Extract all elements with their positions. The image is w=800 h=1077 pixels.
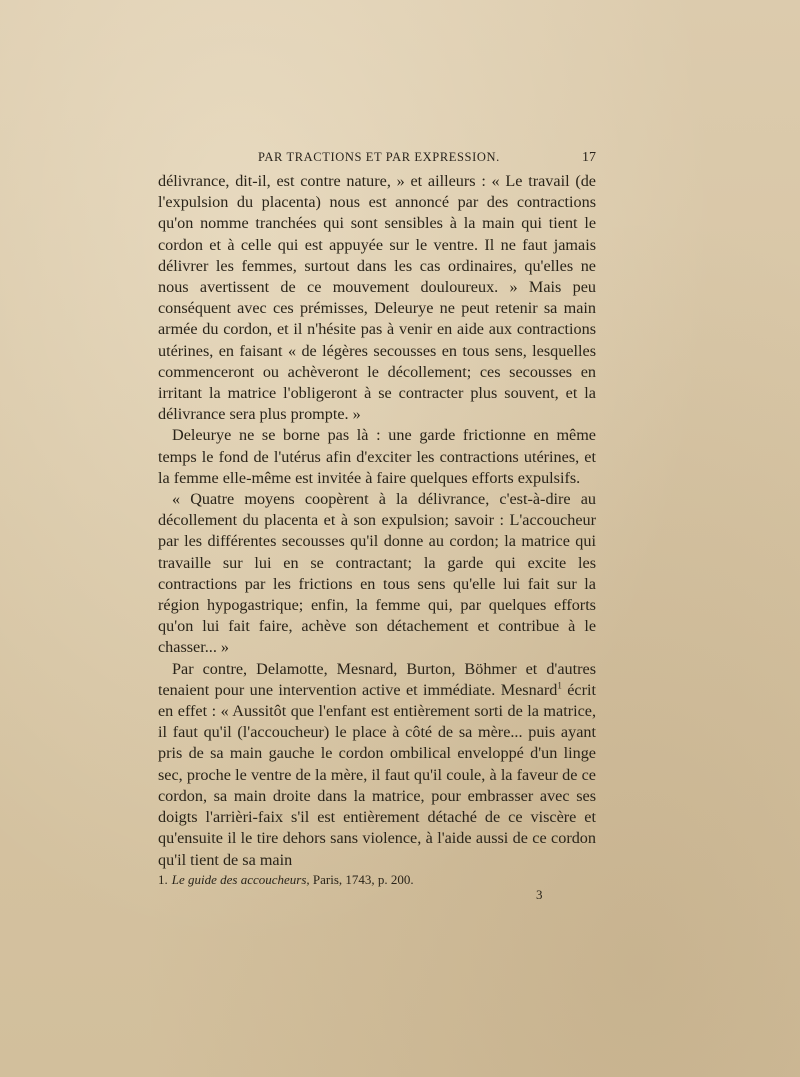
paragraph-2: Deleurye ne se borne pas là : une garde frictionne en même temps le fond de l'utérus afin d'exciter les contractions utérines, et la femme elle-même est invitée à faire quelques efforts expulsifs. [158,426,596,487]
page-header [158,150,596,170]
footnote-reference: 1 [557,680,562,691]
footnote-number: 1. [158,872,168,887]
body-text [158,171,596,871]
paragraph-3: « Quatre moyens coopèrent à la délivrance, c'est-à-dire au décollement du placenta et à son expulsion; savoir : L'accoucheur par les différentes secousses qu'il donne au cordon; la matrice qui travaille sur lui en se contractant; la garde qui excite les contractions par les frictions en tous sens qu'elle lui fait sur la région hypogastrique; enfin, la femme qui, par quelques efforts qu'on lui fait faire, achève son détachement et contribue à le chasser... » [158,490,596,657]
paragraph-1: délivrance, dit-il, est contre nature, » et ailleurs : « Le travail (de l'expulsion du placenta) nous est annoncé par des contractions qu'on nomme tranchées qui sont sensibles à la main qui tient le cordon et à celle qui est appuyée sur le ventre. Il ne faut jamais délivrer les femmes, surtout dans les cas ordinaires, qu'elles ne nous avertissent de ce mouvement douloureux. » Mais peu conséquent avec ces prémisses, Deleurye ne peut retenir sa main armée du cordon, et il n'hésite pas à venir en aide aux contractions utérines, en faisant « de légères secousses en tous sens, lesquelles commenceront ou achèveront le décollement; ces secousses en irritant la matrice l'obligeront à se contracter plus souvent, et la délivrance sera plus prompte. » [158,172,596,424]
paragraph-4 [158,659,596,871]
footnote-title: Le guide des accoucheurs, [171,872,310,887]
page-number: 17 [582,150,596,165]
signature-mark: 3 [536,887,543,902]
paragraph-4-end: écrit en effet : « Aussitôt que l'enfant est entièrement sorti de la matrice, il faut qu'il (l'accoucheur) le place à côté de sa mère... puis ayant pris de sa main gauche le cordon ombilical enveloppé d'un linge sec, proche le ventre de la mère, il faut qu'il coule, à la faveur de ce cordon, sa main droite dans la matrice, pour embrasser avec ses doigts l'arrièri-faix s'il est entièrement détaché de ce viscère et qu'ensuite il le tire dehors sans violence, à l'aide aussi de ce cordon qu'il tient de sa main [158,680,596,869]
running-title: PAR TRACTIONS ET PAR EXPRESSION. [258,150,500,164]
paragraph-4-start: Par contre, Delamotte, Mesnard, Burton, Böhmer et d'autres tenaient pour une intervention active et immédiate. Mesnard [158,659,596,699]
footnote [158,872,596,888]
footnote-citation: Paris, 1743, p. 200. [309,872,414,887]
